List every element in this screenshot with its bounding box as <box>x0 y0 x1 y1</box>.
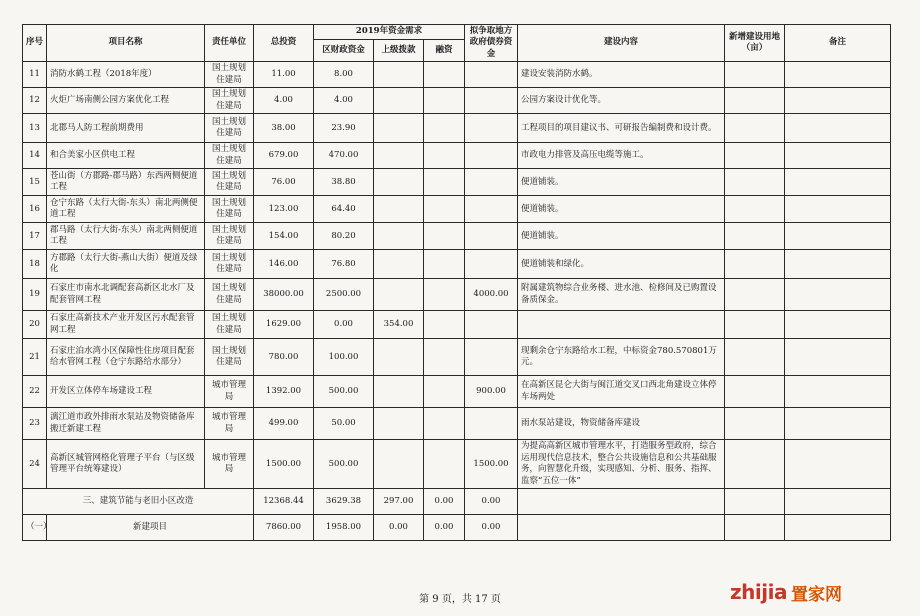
header-district: 区财政资金 <box>314 39 374 62</box>
row-land <box>725 250 785 279</box>
row-no: 19 <box>23 279 47 311</box>
row-no: 22 <box>23 376 47 408</box>
row-district: 4.00 <box>314 88 374 114</box>
row-finance <box>424 408 465 440</box>
header-unit: 责任单位 <box>205 25 254 62</box>
row-upper <box>374 169 424 196</box>
subsection-total: 7860.00 <box>254 515 314 541</box>
subsection-bond: 0.00 <box>465 515 518 541</box>
section-row <box>23 489 891 515</box>
row-land <box>725 408 785 440</box>
row-name: 石家庄泊水湾小区保障性住房项目配套给水管网工程（仓宁东路给水部分） <box>47 339 205 376</box>
row-upper <box>374 143 424 169</box>
subsection-label: 新建项目 <box>47 515 254 541</box>
row-unit: 城市管理局 <box>205 376 254 408</box>
row-remark <box>785 114 891 143</box>
row-bond: 900.00 <box>465 376 518 408</box>
row-unit: 国土规划住建局 <box>205 279 254 311</box>
row-finance <box>424 62 465 88</box>
budget-table <box>22 24 891 541</box>
row-district: 8.00 <box>314 62 374 88</box>
row-finance <box>424 143 465 169</box>
row-unit: 城市管理局 <box>205 408 254 440</box>
row-unit: 国土规划住建局 <box>205 143 254 169</box>
row-no: 23 <box>23 408 47 440</box>
row-land <box>725 311 785 339</box>
table-row <box>23 196 891 223</box>
row-upper <box>374 408 424 440</box>
header-finance: 融资 <box>424 39 465 62</box>
row-unit: 国土规划住建局 <box>205 169 254 196</box>
row-upper <box>374 62 424 88</box>
row-upper <box>374 440 424 489</box>
row-content: 现剩余仓宁东路给水工程，中标资金780.570801万元。 <box>518 339 725 376</box>
row-name: 苍山街（方郡路-郡马路）东西两侧便道工程 <box>47 169 205 196</box>
header-name: 项目名称 <box>47 25 205 62</box>
row-finance <box>424 114 465 143</box>
header-seq: 序号 <box>23 25 47 62</box>
header-remark: 备注 <box>785 25 891 62</box>
row-bond <box>465 250 518 279</box>
row-bond <box>465 223 518 250</box>
row-no: 15 <box>23 169 47 196</box>
table-row <box>23 114 891 143</box>
row-finance <box>424 88 465 114</box>
table-row <box>23 250 891 279</box>
row-district: 64.40 <box>314 196 374 223</box>
row-unit: 城市管理局 <box>205 440 254 489</box>
row-upper <box>374 196 424 223</box>
row-land <box>725 88 785 114</box>
row-land <box>725 223 785 250</box>
table-row <box>23 408 891 440</box>
row-unit: 国土规划住建局 <box>205 88 254 114</box>
row-district: 23.90 <box>314 114 374 143</box>
row-total: 499.00 <box>254 408 314 440</box>
row-bond <box>465 339 518 376</box>
row-upper <box>374 376 424 408</box>
subsection-upper: 0.00 <box>374 515 424 541</box>
row-total: 679.00 <box>254 143 314 169</box>
row-remark <box>785 223 891 250</box>
row-name: 仓宁东路（太行大街-东头）南北两侧便道工程 <box>47 196 205 223</box>
row-district: 100.00 <box>314 339 374 376</box>
row-bond <box>465 311 518 339</box>
row-total: 1629.00 <box>254 311 314 339</box>
row-bond: 1500.00 <box>465 440 518 489</box>
row-content: 便道铺装。 <box>518 169 725 196</box>
row-content: 雨水泵站建设，物资储备库建设 <box>518 408 725 440</box>
watermark-logo <box>730 574 910 610</box>
row-remark <box>785 408 891 440</box>
row-remark <box>785 88 891 114</box>
row-district: 470.00 <box>314 143 374 169</box>
row-name: 漓江道市政外排雨水泵站及物资储备库搬迁新建工程 <box>47 408 205 440</box>
row-name: 石家庄市南水北调配套高新区北水厂及配套管网工程 <box>47 279 205 311</box>
row-district: 500.00 <box>314 376 374 408</box>
table-row <box>23 311 891 339</box>
row-content: 建设安装消防水鹤。 <box>518 62 725 88</box>
row-district: 38.80 <box>314 169 374 196</box>
row-upper <box>374 339 424 376</box>
section-total: 12368.44 <box>254 489 314 515</box>
table-row <box>23 279 891 311</box>
row-bond <box>465 196 518 223</box>
header-upper: 上级拨款 <box>374 39 424 62</box>
watermark-brand: zhijia <box>730 580 787 604</box>
row-no: 14 <box>23 143 47 169</box>
row-unit: 国土规划住建局 <box>205 250 254 279</box>
row-unit: 国土规划住建局 <box>205 114 254 143</box>
section-label: 三、建筑节能与老旧小区改造 <box>23 489 254 515</box>
row-district: 76.80 <box>314 250 374 279</box>
row-content: 便道铺装。 <box>518 223 725 250</box>
row-total: 4.00 <box>254 88 314 114</box>
row-unit: 国土规划住建局 <box>205 62 254 88</box>
header-bond: 拟争取地方政府债券资金 <box>465 25 518 62</box>
row-total: 38000.00 <box>254 279 314 311</box>
row-no: 24 <box>23 440 47 489</box>
row-upper: 354.00 <box>374 311 424 339</box>
row-finance <box>424 440 465 489</box>
row-land <box>725 143 785 169</box>
row-land <box>725 440 785 489</box>
row-no: 21 <box>23 339 47 376</box>
row-bond <box>465 408 518 440</box>
row-no: 12 <box>23 88 47 114</box>
table-row <box>23 88 891 114</box>
row-land <box>725 169 785 196</box>
row-remark <box>785 143 891 169</box>
row-land <box>725 279 785 311</box>
row-land <box>725 114 785 143</box>
row-no: 17 <box>23 223 47 250</box>
row-district: 80.20 <box>314 223 374 250</box>
row-remark <box>785 311 891 339</box>
row-content <box>518 311 725 339</box>
row-unit: 国土规划住建局 <box>205 311 254 339</box>
row-remark <box>785 196 891 223</box>
row-unit: 国土规划住建局 <box>205 223 254 250</box>
row-remark <box>785 279 891 311</box>
row-district: 500.00 <box>314 440 374 489</box>
table-row <box>23 62 891 88</box>
row-total: 76.00 <box>254 169 314 196</box>
row-district: 50.00 <box>314 408 374 440</box>
row-land <box>725 376 785 408</box>
row-land <box>725 62 785 88</box>
row-remark <box>785 250 891 279</box>
row-total: 1500.00 <box>254 440 314 489</box>
row-total: 154.00 <box>254 223 314 250</box>
row-content: 市政电力排管及高压电缆等施工。 <box>518 143 725 169</box>
row-name: 方郡路（太行大街-燕山大街）便道及绿化 <box>47 250 205 279</box>
table-row <box>23 376 891 408</box>
table-row <box>23 339 891 376</box>
row-finance <box>424 279 465 311</box>
header-need-group: 2019年资金需求 <box>314 25 465 40</box>
row-remark <box>785 376 891 408</box>
subsection-district: 1958.00 <box>314 515 374 541</box>
header-content: 建设内容 <box>518 25 725 62</box>
row-no: 20 <box>23 311 47 339</box>
row-remark <box>785 440 891 489</box>
row-unit: 国土规划住建局 <box>205 339 254 376</box>
row-name: 消防水鹤工程（2018年度） <box>47 62 205 88</box>
row-content: 工程项目的项目建议书、可研报告编制费和设计费。 <box>518 114 725 143</box>
row-finance <box>424 311 465 339</box>
subsection-row <box>23 515 891 541</box>
row-upper <box>374 279 424 311</box>
row-bond <box>465 62 518 88</box>
row-finance <box>424 250 465 279</box>
row-name: 高新区城管网格化管理子平台（与区级管理平台统筹建设） <box>47 440 205 489</box>
row-no: 11 <box>23 62 47 88</box>
row-finance <box>424 196 465 223</box>
row-total: 123.00 <box>254 196 314 223</box>
header-total: 总投资 <box>254 25 314 62</box>
row-bond <box>465 169 518 196</box>
row-total: 11.00 <box>254 62 314 88</box>
row-content: 公园方案设计优化等。 <box>518 88 725 114</box>
row-name: 石家庄高新技术产业开发区污水配套管网工程 <box>47 311 205 339</box>
row-no: 16 <box>23 196 47 223</box>
row-remark <box>785 339 891 376</box>
row-finance <box>424 376 465 408</box>
row-bond <box>465 88 518 114</box>
row-upper <box>374 114 424 143</box>
row-name: 郡马路（太行大街-东头）南北两侧便道工程 <box>47 223 205 250</box>
row-no: 18 <box>23 250 47 279</box>
row-bond: 4000.00 <box>465 279 518 311</box>
row-remark <box>785 62 891 88</box>
row-content: 附属建筑物综合业务楼、进水池、检修间及已购置设备质保金。 <box>518 279 725 311</box>
row-content: 便道铺装。 <box>518 196 725 223</box>
row-district: 0.00 <box>314 311 374 339</box>
row-upper <box>374 88 424 114</box>
row-upper <box>374 250 424 279</box>
row-no: 13 <box>23 114 47 143</box>
watermark-cn: 置家网 <box>790 584 842 605</box>
row-total: 1392.00 <box>254 376 314 408</box>
row-name: 开发区立体停车场建设工程 <box>47 376 205 408</box>
row-land <box>725 196 785 223</box>
row-bond <box>465 114 518 143</box>
row-upper <box>374 223 424 250</box>
row-name: 北郡马人防工程前期费用 <box>47 114 205 143</box>
header-land: 新增建设用地（亩） <box>725 25 785 62</box>
row-content: 便道铺装和绿化。 <box>518 250 725 279</box>
table-row <box>23 440 891 489</box>
section-bond: 0.00 <box>465 489 518 515</box>
row-total: 146.00 <box>254 250 314 279</box>
subsection-no: （一） <box>23 515 47 541</box>
row-bond <box>465 143 518 169</box>
row-content: 为提高高新区城市管理水平，打造服务型政府，综合运用现代信息技术，整合公共设施信息和公共基础服务，向智慧化升级，实现感知、分析、服务、指挥、监察“五位一体” <box>518 440 725 489</box>
section-district: 3629.38 <box>314 489 374 515</box>
row-total: 780.00 <box>254 339 314 376</box>
page-footer: 第 9 页，共 17 页 <box>419 594 501 605</box>
row-finance <box>424 339 465 376</box>
section-finance: 0.00 <box>424 489 465 515</box>
row-content: 在高新区昆仑大街与闽江道交叉口西北角建设立体停车场两处 <box>518 376 725 408</box>
row-district: 2500.00 <box>314 279 374 311</box>
row-name: 和合美家小区供电工程 <box>47 143 205 169</box>
row-finance <box>424 223 465 250</box>
table-row <box>23 223 891 250</box>
row-finance <box>424 169 465 196</box>
row-name: 火炬广场南侧公园方案优化工程 <box>47 88 205 114</box>
section-upper: 297.00 <box>374 489 424 515</box>
row-land <box>725 339 785 376</box>
row-remark <box>785 169 891 196</box>
subsection-finance: 0.00 <box>424 515 465 541</box>
row-total: 38.00 <box>254 114 314 143</box>
table-row <box>23 169 891 196</box>
table-body <box>23 62 891 489</box>
table-row <box>23 143 891 169</box>
row-unit: 国土规划住建局 <box>205 196 254 223</box>
